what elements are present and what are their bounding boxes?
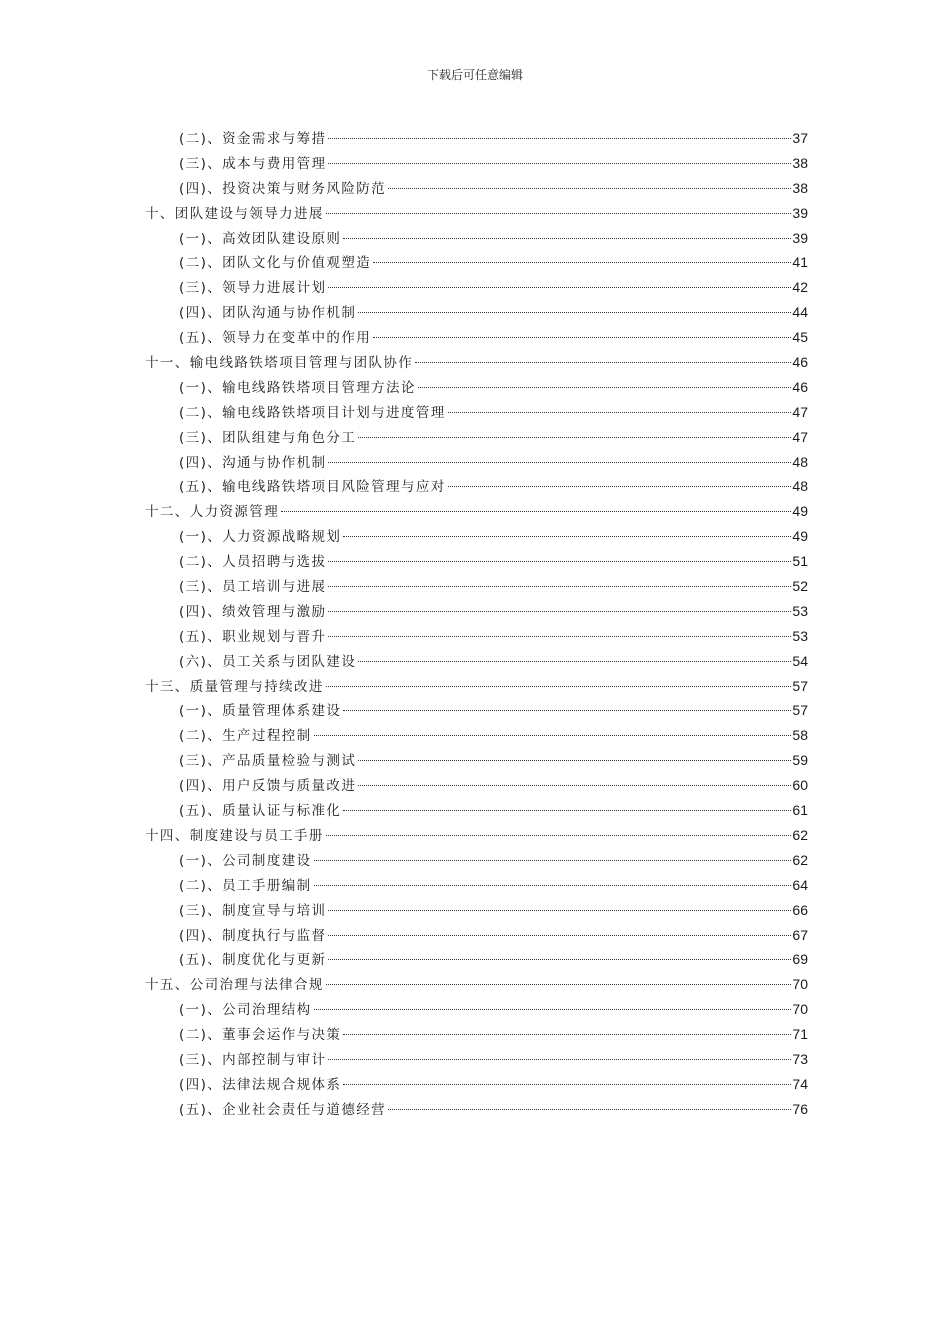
toc-page-number: 57 [792,677,808,694]
toc-entry-title: 十、团队建设与领导力进展 [145,205,324,222]
toc-section-entry[interactable] [145,400,808,425]
toc-section-entry[interactable] [145,151,808,176]
toc-section-entry[interactable] [145,1072,808,1097]
toc-page-number: 51 [792,553,808,570]
toc-entry-title: (四)、法律法规合规体系 [179,1076,342,1093]
toc-entry-title: (四)、投资决策与财务风险防范 [179,180,387,197]
toc-dot-leader [328,561,791,562]
toc-entry-title: (二)、输电线路铁塔项目计划与进度管理 [179,404,446,421]
toc-dot-leader [314,860,792,861]
toc-dot-leader [328,611,791,612]
toc-section-entry[interactable] [145,1022,808,1047]
toc-page-number: 46 [792,354,808,371]
toc-entry-title: (四)、沟通与协作机制 [179,454,327,471]
toc-dot-leader [388,188,791,189]
toc-entry-title: (三)、领导力进展计划 [179,280,327,297]
toc-chapter-entry[interactable] [145,972,808,997]
toc-section-entry[interactable] [145,300,808,325]
toc-dot-leader [373,337,791,338]
toc-page-number: 48 [792,453,808,470]
toc-entry-title: 十四、制度建设与员工手册 [145,827,324,844]
toc-chapter-entry[interactable] [145,201,808,226]
toc-dot-leader [418,387,792,388]
toc-dot-leader [343,810,791,811]
toc-section-entry[interactable] [145,450,808,475]
toc-dot-leader [343,1084,791,1085]
toc-section-entry[interactable] [145,549,808,574]
toc-entry-title: 十三、质量管理与持续改进 [145,678,324,695]
toc-entry-title: (二)、生产过程控制 [179,728,312,745]
toc-dot-leader [281,511,791,512]
toc-dot-leader [448,486,792,487]
toc-dot-leader [328,462,791,463]
toc-dot-leader [314,1009,792,1010]
toc-entry-title: 十五、公司治理与法律合规 [145,977,324,994]
toc-chapter-entry[interactable] [145,674,808,699]
toc-entry-title: (一)、公司治理结构 [179,1002,312,1019]
toc-page-number: 41 [792,254,808,271]
toc-entry-title: (六)、员工关系与团队建设 [179,653,357,670]
toc-section-entry[interactable] [145,873,808,898]
toc-section-entry[interactable] [145,649,808,674]
toc-section-entry[interactable] [145,250,808,275]
toc-entry-title: 十二、人力资源管理 [145,504,280,521]
toc-page-number: 48 [792,478,808,495]
toc-section-entry[interactable] [145,425,808,450]
toc-page-number: 76 [792,1100,808,1117]
toc-section-entry[interactable] [145,698,808,723]
toc-page-number: 44 [792,304,808,321]
toc-dot-leader [314,885,792,886]
toc-section-entry[interactable] [145,574,808,599]
toc-page-number: 54 [792,652,808,669]
toc-chapter-entry[interactable] [145,823,808,848]
toc-dot-leader [343,710,791,711]
toc-section-entry[interactable] [145,226,808,251]
toc-page-number: 37 [792,130,808,146]
page-header: 下载后可任意编辑 [426,68,523,82]
toc-dot-leader [388,1109,791,1110]
toc-entry-title: (四)、绩效管理与激励 [179,603,327,620]
toc-dot-leader [328,910,791,911]
toc-page-number: 70 [792,976,808,993]
toc-dot-leader [358,437,791,438]
toc-section-entry[interactable] [145,1047,808,1072]
toc-page-number: 58 [792,727,808,744]
toc-entry-title: (五)、企业社会责任与道德经营 [179,1101,387,1118]
toc-page-number: 73 [792,1050,808,1067]
toc-dot-leader [328,287,791,288]
toc-dot-leader [328,163,791,164]
toc-section-entry[interactable] [145,624,808,649]
toc-section-entry[interactable] [145,599,808,624]
toc-entry-title: (三)、团队组建与角色分工 [179,429,357,446]
toc-dot-leader [343,238,791,239]
toc-dot-leader [328,636,791,637]
toc-page-number: 46 [792,378,808,395]
toc-entry-title: (一)、输电线路铁塔项目管理方法论 [179,379,416,396]
toc-section-entry[interactable] [145,898,808,923]
toc-dot-leader [358,312,791,313]
toc-entry-title: (二)、人员招聘与选拔 [179,554,327,571]
toc-page-number: 53 [792,627,808,644]
toc-section-entry[interactable] [145,773,808,798]
toc-entry-title: (五)、领导力在变革中的作用 [179,330,372,347]
toc-section-entry[interactable] [145,1097,808,1122]
toc-entry-title: (一)、公司制度建设 [179,852,312,869]
toc-dot-leader [314,735,792,736]
toc-page-number: 38 [792,154,808,171]
toc-entry-title: (五)、质量认证与标准化 [179,803,342,820]
toc-page-number: 38 [792,179,808,196]
toc-page-number: 53 [792,602,808,619]
toc-entry-title: (二)、员工手册编制 [179,877,312,894]
toc-section-entry[interactable] [145,798,808,823]
toc-entry-title: (二)、董事会运作与决策 [179,1027,342,1044]
toc-chapter-entry[interactable] [145,499,808,524]
toc-page-number: 39 [792,229,808,246]
toc-page-number: 74 [792,1075,808,1092]
toc-entry-title: (三)、内部控制与审计 [179,1051,327,1068]
toc-page-number: 42 [792,279,808,296]
table-of-contents [145,126,808,1122]
toc-page-number: 66 [792,901,808,918]
toc-page-number: 64 [792,876,808,893]
toc-entry-title: (五)、输电线路铁塔项目风险管理与应对 [179,479,446,496]
toc-entry-title: (三)、制度宣导与培训 [179,902,327,919]
toc-page-number: 49 [792,528,808,545]
toc-dot-leader [358,661,791,662]
toc-section-entry[interactable] [145,474,808,499]
toc-section-entry[interactable] [145,923,808,948]
toc-page-number: 47 [792,428,808,445]
toc-entry-title: (三)、员工培训与进展 [179,579,327,596]
toc-page-number: 60 [792,777,808,794]
toc-dot-leader [358,760,791,761]
toc-entry-title: (四)、用户反馈与质量改进 [179,778,357,795]
toc-dot-leader [326,686,792,687]
toc-section-entry[interactable] [145,176,808,201]
toc-dot-leader [328,959,791,960]
toc-dot-leader [328,1059,791,1060]
toc-entry-title: (一)、高效团队建设原则 [179,230,342,247]
toc-dot-leader [326,213,792,214]
toc-entry-title: (五)、职业规划与晋升 [179,628,327,645]
toc-section-entry[interactable] [145,748,808,773]
toc-page-number: 71 [792,1026,808,1043]
toc-section-entry[interactable] [145,997,808,1022]
toc-dot-leader [343,1034,791,1035]
toc-dot-leader [358,785,791,786]
toc-section-entry[interactable] [145,126,808,151]
toc-section-entry[interactable] [145,375,808,400]
toc-dot-leader [343,536,791,537]
toc-dot-leader [328,138,791,139]
toc-dot-leader [326,835,792,836]
toc-page-number: 62 [792,851,808,868]
toc-section-entry[interactable] [145,275,808,300]
toc-section-entry[interactable] [145,524,808,549]
toc-dot-leader [415,362,791,363]
toc-entry-title: (五)、制度优化与更新 [179,952,327,969]
toc-page-number: 49 [792,503,808,520]
toc-entry-title: (二)、资金需求与筹措 [179,131,327,147]
toc-page-number: 69 [792,951,808,968]
toc-page-number: 70 [792,1001,808,1018]
toc-entry-title: (四)、团队沟通与协作机制 [179,305,357,322]
toc-entry-title: 十一、输电线路铁塔项目管理与团队协作 [145,355,414,372]
toc-dot-leader [326,984,792,985]
toc-dot-leader [448,412,792,413]
toc-chapter-entry[interactable] [145,350,808,375]
toc-page-number: 57 [792,702,808,719]
toc-page-number: 61 [792,802,808,819]
toc-entry-title: (二)、团队文化与价值观塑造 [179,255,372,272]
toc-section-entry[interactable] [145,325,808,350]
toc-page-number: 67 [792,926,808,943]
toc-page-number: 45 [792,329,808,346]
toc-page-number: 47 [792,403,808,420]
toc-entry-title: (三)、成本与费用管理 [179,155,327,172]
toc-page-number: 62 [792,826,808,843]
toc-section-entry[interactable] [145,947,808,972]
toc-entry-title: (四)、制度执行与监督 [179,927,327,944]
toc-section-entry[interactable] [145,848,808,873]
toc-dot-leader [328,586,791,587]
toc-page-number: 52 [792,578,808,595]
toc-section-entry[interactable] [145,723,808,748]
toc-entry-title: (一)、人力资源战略规划 [179,529,342,546]
toc-page-number: 59 [792,752,808,769]
toc-entry-title: (一)、质量管理体系建设 [179,703,342,720]
toc-dot-leader [373,262,791,263]
toc-entry-title: (三)、产品质量检验与测试 [179,753,357,770]
toc-dot-leader [328,935,791,936]
toc-page-number: 39 [792,204,808,221]
